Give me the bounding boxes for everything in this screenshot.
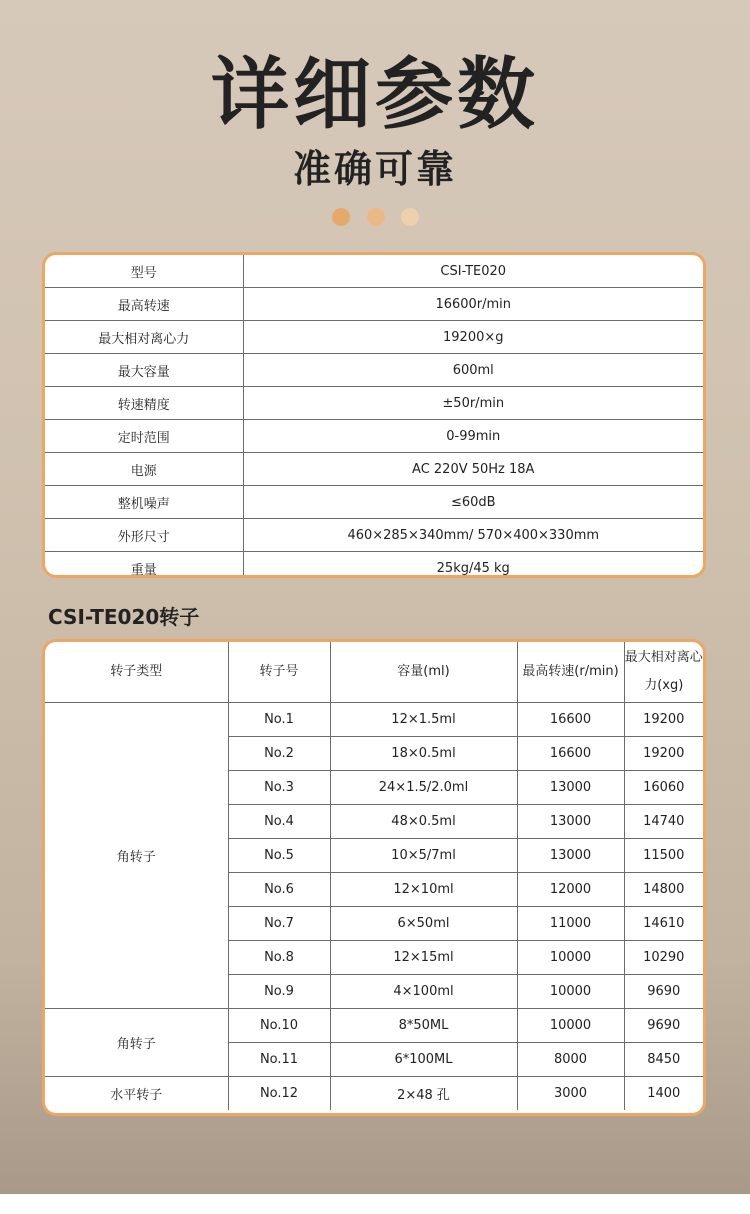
column-header: 容量(ml) bbox=[330, 642, 517, 703]
spec-row bbox=[45, 321, 703, 354]
rotor-no-cell: No.1 bbox=[228, 703, 330, 737]
spec-row bbox=[45, 453, 703, 486]
rotor-table-card bbox=[42, 639, 706, 1116]
spec-value: 600ml bbox=[243, 354, 703, 387]
rotor-no-cell: No.11 bbox=[228, 1043, 330, 1077]
spec-value: 25kg/45 kg bbox=[243, 552, 703, 579]
rotor-speed-cell: 8000 bbox=[517, 1043, 624, 1077]
spec-table bbox=[45, 255, 703, 578]
spec-value: CSI-TE020 bbox=[243, 255, 703, 288]
rotor-speed-cell: 10000 bbox=[517, 1009, 624, 1043]
rotor-speed-cell: 13000 bbox=[517, 805, 624, 839]
rotor-speed-cell: 16600 bbox=[517, 703, 624, 737]
rotor-speed-cell: 13000 bbox=[517, 839, 624, 873]
rotor-no-cell: No.8 bbox=[228, 941, 330, 975]
spec-row bbox=[45, 288, 703, 321]
column-header: 最大相对离心力(xg) bbox=[624, 642, 703, 703]
rotor-speed-cell: 10000 bbox=[517, 975, 624, 1009]
spec-row bbox=[45, 486, 703, 519]
table-row bbox=[45, 1009, 703, 1043]
rotor-speed-cell: 13000 bbox=[517, 771, 624, 805]
rotor-table-header bbox=[45, 642, 703, 703]
spec-row bbox=[45, 354, 703, 387]
spec-label: 整机噪声 bbox=[45, 486, 243, 519]
rotor-capacity-cell: 12×10ml bbox=[330, 873, 517, 907]
spec-value: 19200×g bbox=[243, 321, 703, 354]
rotor-capacity-cell: 18×0.5ml bbox=[330, 737, 517, 771]
rotor-speed-cell: 12000 bbox=[517, 873, 624, 907]
dot-icon bbox=[332, 208, 350, 226]
spec-label: 最大容量 bbox=[45, 354, 243, 387]
spec-label: 电源 bbox=[45, 453, 243, 486]
rotor-capacity-cell: 48×0.5ml bbox=[330, 805, 517, 839]
column-header: 转子类型 bbox=[45, 642, 228, 703]
rotor-capacity-cell: 6*100ML bbox=[330, 1043, 517, 1077]
rotor-rcf-cell: 16060 bbox=[624, 771, 703, 805]
dot-icon bbox=[367, 208, 385, 226]
rotor-table bbox=[45, 642, 703, 1110]
rotor-no-cell: No.2 bbox=[228, 737, 330, 771]
spec-value: ±50r/min bbox=[243, 387, 703, 420]
rotor-rcf-cell: 9690 bbox=[624, 1009, 703, 1043]
rotor-capacity-cell: 8*50ML bbox=[330, 1009, 517, 1043]
rotor-capacity-cell: 12×15ml bbox=[330, 941, 517, 975]
rotor-no-cell: No.9 bbox=[228, 975, 330, 1009]
column-header: 转子号 bbox=[228, 642, 330, 703]
spec-label: 定时范围 bbox=[45, 420, 243, 453]
spec-row bbox=[45, 519, 703, 552]
rotor-rcf-cell: 11500 bbox=[624, 839, 703, 873]
rotor-speed-cell: 11000 bbox=[517, 907, 624, 941]
spec-label: 外形尺寸 bbox=[45, 519, 243, 552]
rotor-capacity-cell: 2×48 孔 bbox=[330, 1077, 517, 1111]
rotor-rcf-cell: 9690 bbox=[624, 975, 703, 1009]
dot-icon bbox=[401, 208, 419, 226]
page-subtitle: 准确可靠 bbox=[292, 147, 457, 191]
rotor-capacity-cell: 10×5/7ml bbox=[330, 839, 517, 873]
spec-label: 转速精度 bbox=[45, 387, 243, 420]
table-row bbox=[45, 703, 703, 737]
spec-value: 0-99min bbox=[243, 420, 703, 453]
column-header: 最高转速(r/min) bbox=[517, 642, 624, 703]
spec-value: AC 220V 50Hz 18A bbox=[243, 453, 703, 486]
rotor-no-cell: No.12 bbox=[228, 1077, 330, 1111]
rotor-capacity-cell: 12×1.5ml bbox=[330, 703, 517, 737]
bottom-margin bbox=[0, 1194, 750, 1214]
rotor-rcf-cell: 1400 bbox=[624, 1077, 703, 1111]
rotor-speed-cell: 3000 bbox=[517, 1077, 624, 1111]
rotor-type-cell: 角转子 bbox=[45, 1009, 228, 1077]
rotor-capacity-cell: 6×50ml bbox=[330, 907, 517, 941]
spec-row bbox=[45, 552, 703, 579]
rotor-rcf-cell: 14610 bbox=[624, 907, 703, 941]
rotor-capacity-cell: 24×1.5/2.0ml bbox=[330, 771, 517, 805]
rotor-speed-cell: 16600 bbox=[517, 737, 624, 771]
rotor-no-cell: No.3 bbox=[228, 771, 330, 805]
rotor-rcf-cell: 14800 bbox=[624, 873, 703, 907]
rotor-type-cell: 水平转子 bbox=[45, 1077, 228, 1111]
spec-row bbox=[45, 255, 703, 288]
spec-value: 16600r/min bbox=[243, 288, 703, 321]
spec-label: 重量 bbox=[45, 552, 243, 579]
spec-row bbox=[45, 420, 703, 453]
rotor-speed-cell: 10000 bbox=[517, 941, 624, 975]
decorative-dots bbox=[332, 208, 422, 226]
rotor-no-cell: No.10 bbox=[228, 1009, 330, 1043]
rotor-rcf-cell: 19200 bbox=[624, 703, 703, 737]
table-row bbox=[45, 1077, 703, 1111]
rotor-capacity-cell: 4×100ml bbox=[330, 975, 517, 1009]
spec-label: 型号 bbox=[45, 255, 243, 288]
spec-table-card bbox=[42, 252, 706, 578]
rotor-section-heading: CSI-TE020转子 bbox=[48, 605, 200, 629]
rotor-rcf-cell: 8450 bbox=[624, 1043, 703, 1077]
rotor-no-cell: No.4 bbox=[228, 805, 330, 839]
rotor-no-cell: No.6 bbox=[228, 873, 330, 907]
spec-row bbox=[45, 387, 703, 420]
spec-value: ≤60dB bbox=[243, 486, 703, 519]
rotor-no-cell: No.7 bbox=[228, 907, 330, 941]
rotor-rcf-cell: 19200 bbox=[624, 737, 703, 771]
spec-value: 460×285×340mm/ 570×400×330mm bbox=[243, 519, 703, 552]
rotor-rcf-cell: 14740 bbox=[624, 805, 703, 839]
rotor-rcf-cell: 10290 bbox=[624, 941, 703, 975]
spec-label: 最高转速 bbox=[45, 288, 243, 321]
rotor-type-cell: 角转子 bbox=[45, 703, 228, 1009]
page-title: 详细参数 bbox=[210, 50, 539, 140]
spec-label: 最大相对离心力 bbox=[45, 321, 243, 354]
rotor-no-cell: No.5 bbox=[228, 839, 330, 873]
